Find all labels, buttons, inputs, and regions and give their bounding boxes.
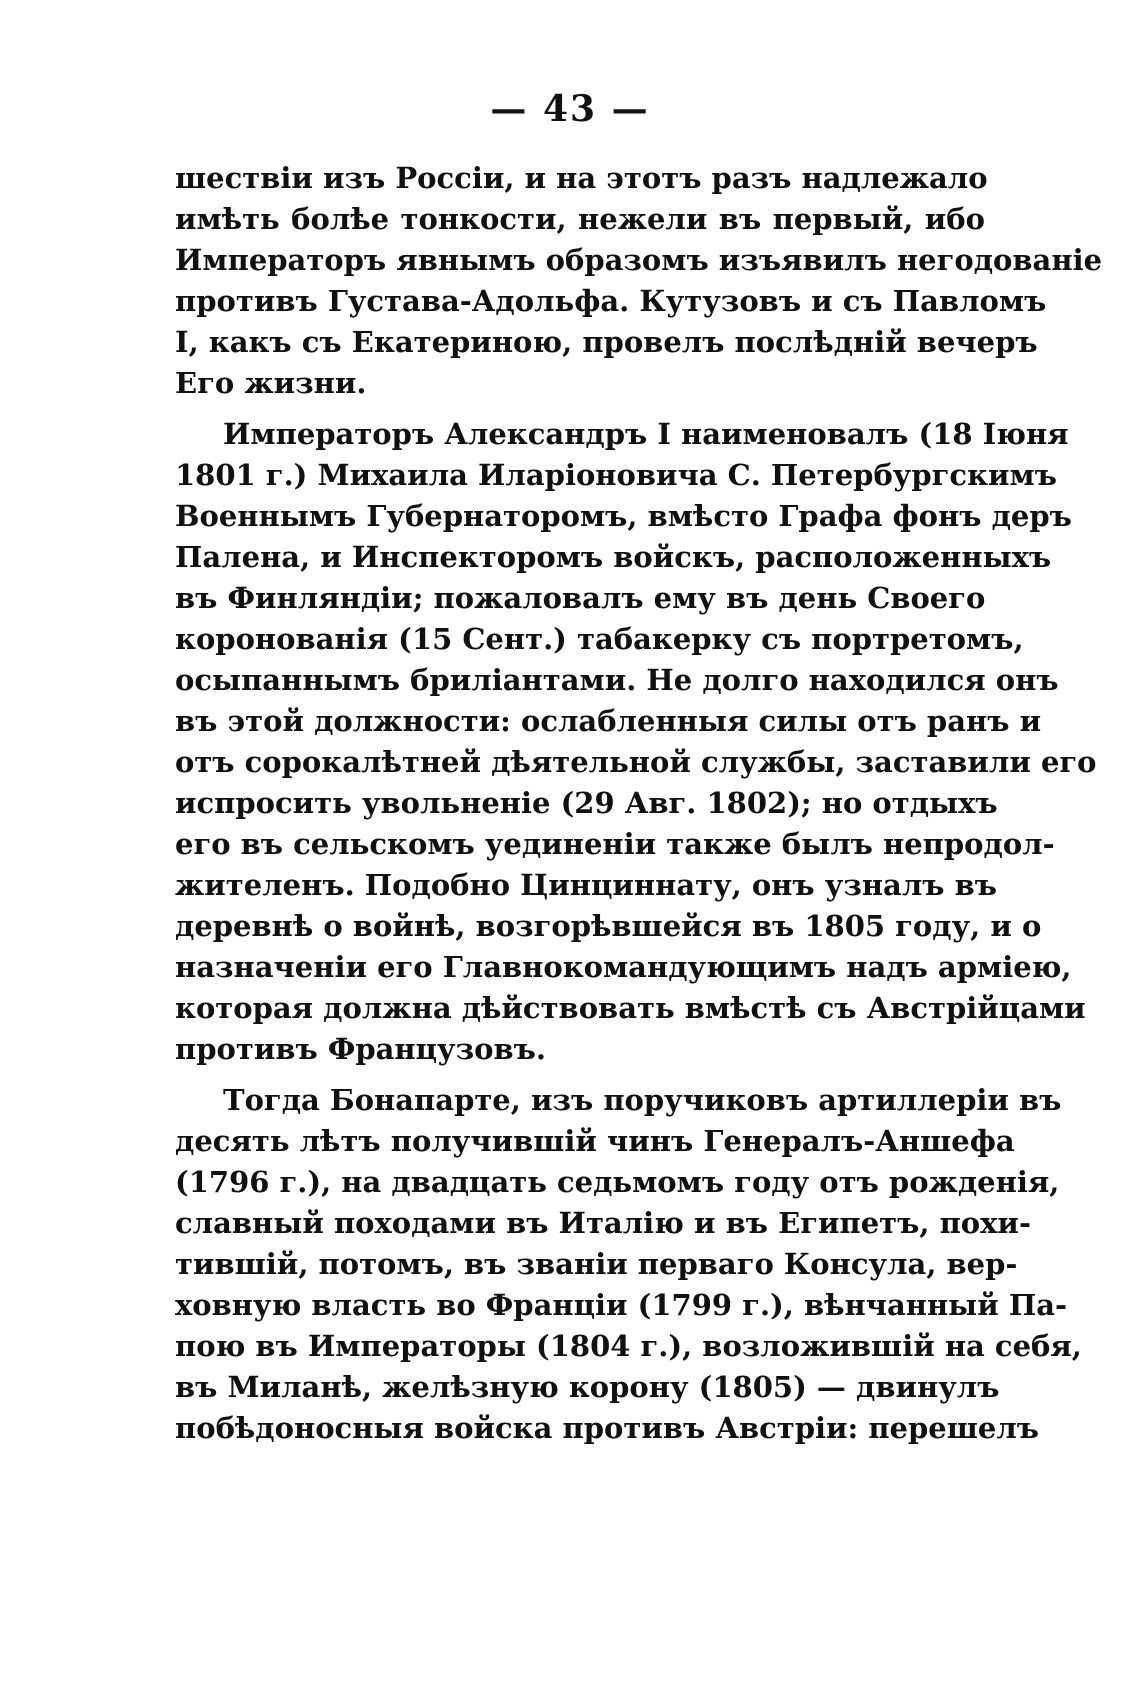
text-line: его въ сельскомъ уединеніи также былъ непродол- bbox=[175, 827, 1055, 861]
text-line: Императоръ Александръ I наименовалъ (18 Іюня bbox=[223, 417, 1069, 451]
text-line: ховную власть во Франціи (1799 г.), вѣнчанный Па- bbox=[175, 1288, 1068, 1322]
text-line: пою въ Императоры (1804 г.), возложившій на себя, bbox=[175, 1329, 1082, 1363]
text-line: Императоръ явнымъ образомъ изъявилъ негодованіе bbox=[175, 243, 1103, 277]
paragraph-1 bbox=[175, 158, 1103, 404]
text-line: I, какъ съ Екатериною, провелъ послѣдній вечеръ bbox=[175, 325, 1038, 359]
paragraph-2 bbox=[175, 414, 1097, 1070]
text-line: назначеніи его Главнокомандующимъ надъ арміею, bbox=[175, 950, 1072, 984]
text-line: противъ Густава-Адольфа. Кутузовъ и съ Павломъ bbox=[175, 284, 1047, 318]
text-line: коронованія (15 Сент.) табакерку съ портретомъ, bbox=[175, 622, 1024, 656]
text-line: имѣть болѣе тонкости, нежели въ первый, ибо bbox=[175, 202, 985, 236]
text-line: въ этой должности: ослабленныя силы отъ ранъ и bbox=[175, 704, 1042, 738]
body-text bbox=[175, 158, 1103, 1449]
text-line: 1801 г.) Михаила Иларіоновича С. Петербургскимъ bbox=[175, 458, 1057, 492]
text-line: осыпаннымъ бриліантами. Не долго находился онъ bbox=[175, 663, 1059, 697]
text-line: испросить увольненіе (29 Авг. 1802); но отдыхъ bbox=[175, 786, 998, 820]
text-line: въ Миланѣ, желѣзную корону (1805) — двинулъ bbox=[175, 1370, 1000, 1404]
text-line: (1796 г.), на двадцать седьмомъ году отъ рожденія, bbox=[175, 1165, 1060, 1199]
text-line: деревнѣ о войнѣ, возгорѣвшейся въ 1805 году, и о bbox=[175, 909, 1042, 943]
text-line: славный походами въ Италію и въ Египетъ, похи- bbox=[175, 1206, 1031, 1240]
text-line: въ Финляндіи; пожаловалъ ему въ день Своего bbox=[175, 581, 986, 615]
text-line: жителенъ. Подобно Цинциннату, онъ узналъ въ bbox=[175, 868, 998, 902]
text-line: тившій, потомъ, въ званіи перваго Консула, вер- bbox=[175, 1247, 1018, 1281]
paragraph-3 bbox=[175, 1080, 1082, 1449]
text-line: десять лѣтъ получившій чинъ Генералъ-Аншефа bbox=[175, 1124, 1015, 1158]
page-number: — 43 — bbox=[490, 88, 650, 130]
text-line: отъ сорокалѣтней дѣятельной службы, заставили его bbox=[175, 745, 1097, 779]
text-line: Его жизни. bbox=[175, 366, 367, 400]
text-line: шествіи изъ Россіи, и на этотъ разъ надлежало bbox=[175, 161, 988, 195]
text-line: Тогда Бонапарте, изъ поручиковъ артиллеріи въ bbox=[223, 1083, 1062, 1117]
text-line: побѣдоносныя войска противъ Австріи: перешелъ bbox=[175, 1411, 1040, 1445]
text-line: противъ Французовъ. bbox=[175, 1032, 546, 1066]
text-line: Военнымъ Губернаторомъ, вмѣсто Графа фонъ деръ bbox=[175, 499, 1072, 533]
text-line: Палена, и Инспекторомъ войскъ, расположенныхъ bbox=[175, 540, 1052, 574]
text-line: которая должна дѣйствовать вмѣстѣ съ Австрійцами bbox=[175, 991, 1086, 1025]
